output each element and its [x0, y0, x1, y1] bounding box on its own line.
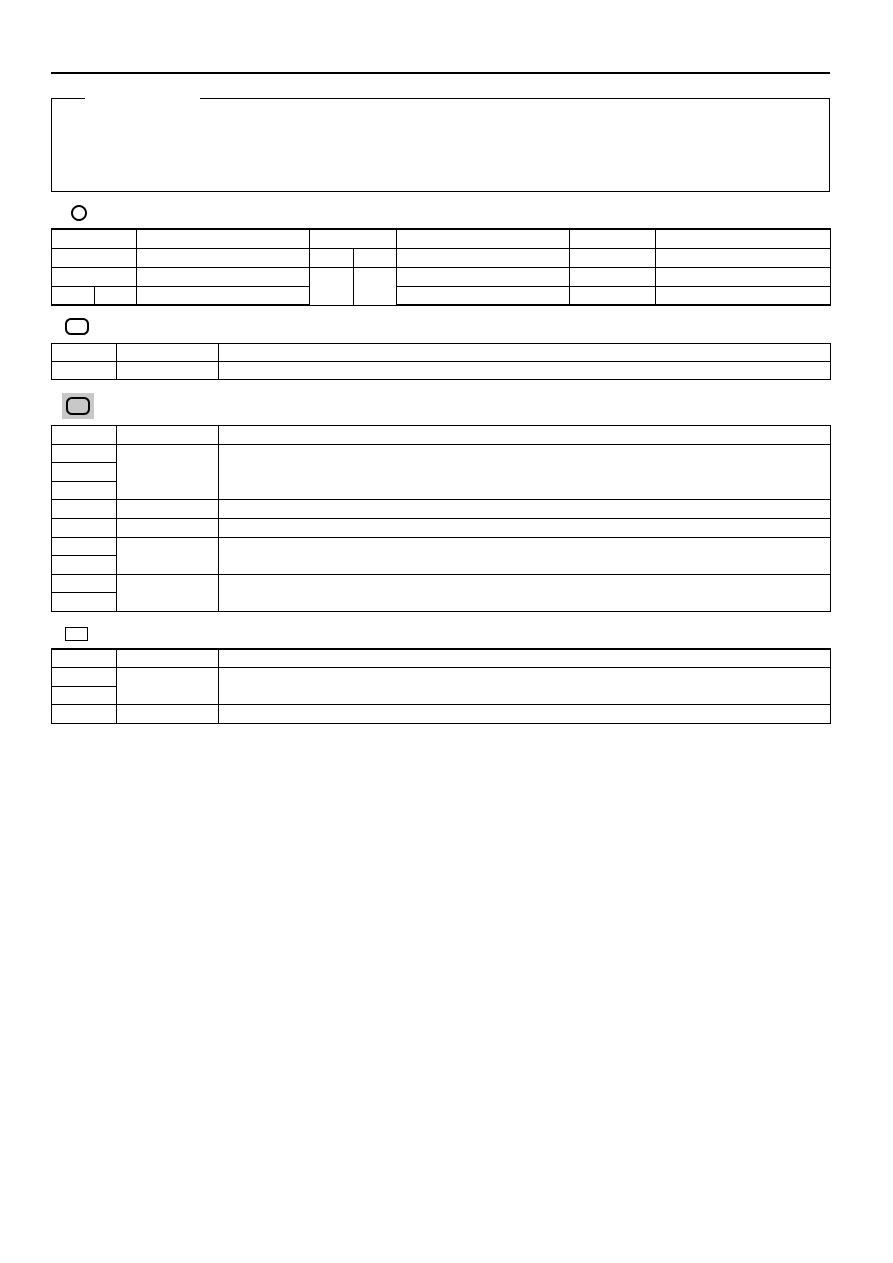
table-row: [52, 229, 831, 248]
table-cell: [354, 248, 397, 267]
circle-section-table: [51, 228, 831, 306]
table-cell: [137, 267, 310, 286]
table-cell: [219, 444, 831, 500]
table-cell: [397, 267, 570, 286]
table-cell: [117, 537, 219, 574]
table-row: [52, 705, 831, 724]
table-cell: [52, 444, 117, 463]
table-cell: [117, 518, 219, 537]
circle-symbol-icon: [71, 205, 87, 221]
table-cell: [52, 537, 117, 556]
table-cell: [310, 267, 354, 305]
table-cell: [310, 248, 354, 267]
table-cell: [219, 705, 831, 724]
rounded-box-section-table: [51, 343, 831, 380]
table-cell: [117, 574, 219, 611]
table-cell: [219, 649, 831, 668]
table-cell: [117, 426, 219, 445]
table-row: [52, 649, 831, 668]
table-cell: [52, 362, 117, 380]
table-cell: [95, 286, 137, 305]
table-cell: [52, 267, 137, 286]
table-row: [52, 574, 831, 593]
table-cell: [52, 500, 117, 519]
table-row: [52, 668, 831, 687]
table-cell: [656, 286, 831, 305]
table-cell: [52, 426, 117, 445]
table-row: [52, 426, 831, 445]
table-cell: [117, 344, 219, 362]
table-cell: [52, 705, 117, 724]
table-cell: [52, 518, 117, 537]
table-cell: [52, 248, 137, 267]
page-header-rule: [51, 72, 830, 74]
table-cell: [117, 444, 219, 500]
table-cell: [219, 500, 831, 519]
table-cell: [656, 229, 831, 248]
table-cell: [656, 248, 831, 267]
table-cell: [397, 248, 570, 267]
notes-title: [85, 95, 200, 101]
table-cell: [310, 229, 397, 248]
table-cell: [219, 574, 831, 611]
table-cell: [219, 362, 831, 380]
table-cell: [219, 518, 831, 537]
table-cell: [52, 556, 117, 575]
table-cell: [137, 248, 310, 267]
table-cell: [219, 668, 831, 705]
table-cell: [354, 267, 397, 305]
table-row: [52, 344, 831, 362]
table-cell: [52, 649, 117, 668]
table-cell: [52, 229, 137, 248]
table-cell: [219, 344, 831, 362]
table-cell: [52, 686, 117, 705]
table-cell: [52, 344, 117, 362]
square-box-symbol-icon: [65, 627, 88, 641]
table-cell: [117, 705, 219, 724]
rounded-box-symbol-icon: [65, 318, 89, 335]
table-row: [52, 444, 831, 463]
table-row: [52, 362, 831, 380]
table-cell: [570, 248, 656, 267]
table-cell: [52, 668, 117, 687]
table-cell: [397, 229, 570, 248]
table-cell: [137, 286, 310, 305]
notes-box: [51, 98, 830, 192]
shaded-rounded-box-section-table: [51, 425, 831, 612]
table-cell: [570, 267, 656, 286]
table-cell: [570, 229, 656, 248]
table-cell: [52, 574, 117, 593]
table-cell: [397, 286, 570, 305]
table-cell: [117, 668, 219, 705]
table-row: [52, 267, 831, 286]
table-cell: [117, 649, 219, 668]
table-cell: [219, 426, 831, 445]
table-cell: [570, 286, 656, 305]
table-row: [52, 518, 831, 537]
table-cell: [137, 229, 310, 248]
table-cell: [52, 463, 117, 482]
table-row: [52, 537, 831, 556]
table-cell: [219, 537, 831, 574]
table-cell: [117, 362, 219, 380]
table-row: [52, 286, 831, 305]
shaded-rounded-box-symbol-icon: [66, 397, 90, 415]
table-row: [52, 500, 831, 519]
table-cell: [52, 286, 95, 305]
table-cell: [52, 593, 117, 612]
table-cell: [656, 267, 831, 286]
table-cell: [117, 500, 219, 519]
square-box-section-table: [51, 648, 831, 724]
table-row: [52, 248, 831, 267]
table-cell: [52, 481, 117, 500]
